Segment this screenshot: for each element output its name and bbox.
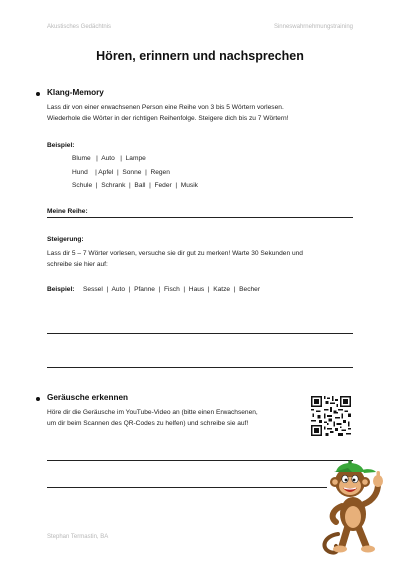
section2-line1: Höre dir die Geräusche im YouTube-Video an (bitte einen Erwachsenen,: [47, 409, 258, 416]
example2-text: Sessel | Auto | Pfanne | Fisch | Haus | Katze | Becher: [83, 286, 261, 293]
answer-line[interactable]: [47, 333, 353, 334]
increase-line2: schreibe sie hier auf:: [47, 261, 108, 268]
example-row: Blume | Auto | Lampe: [72, 155, 146, 162]
increase-line1: Lass dir 5 – 7 Wörter vorlesen, versuche sie dir gut zu merken! Warte 30 Sekunden und: [47, 250, 303, 257]
increase-label: Steigerung:: [47, 236, 84, 243]
header-left-text: Akustisches Gedächtnis: [47, 24, 112, 30]
page-title: Hören, erinnern und nachsprechen: [96, 49, 304, 63]
footer-author: Stephan Termastin, BA: [47, 534, 109, 540]
section1-intro-line2: Wiederhole die Wörter in der richtigen Reihenfolge. Steigere dich bis zu 7 Wörtern!: [47, 115, 289, 122]
monkey-mascot-icon: [318, 456, 388, 556]
section2-line2: um dir beim Scannen des QR-Codes zu helfen) und schreibe sie auf!: [47, 420, 249, 427]
answer-line[interactable]: [47, 217, 353, 218]
my-row-label: Meine Reihe:: [47, 208, 88, 215]
answer-line[interactable]: [47, 487, 327, 488]
answer-line[interactable]: [47, 460, 353, 461]
bullet-icon: [36, 92, 40, 96]
section-heading-geraeusche: Geräusche erkennen: [47, 393, 129, 402]
qr-code-icon[interactable]: [311, 396, 351, 436]
example-label: Beispiel:: [47, 142, 75, 149]
section-heading-klang-memory: Klang-Memory: [47, 88, 104, 97]
bullet-icon: [36, 397, 40, 401]
header-right-text: Sinneswahrnehmungstraining: [273, 24, 353, 30]
answer-line[interactable]: [47, 367, 353, 368]
example-row: Schule | Schrank | Ball | Feder | Musik: [72, 182, 198, 189]
section1-intro-line1: Lass dir von einer erwachsenen Person eine Reihe von 3 bis 5 Wörtern vorlesen.: [47, 104, 284, 111]
example2-label: Beispiel:: [47, 286, 75, 293]
example-row: Hund | Apfel | Sonne | Regen: [72, 169, 170, 176]
